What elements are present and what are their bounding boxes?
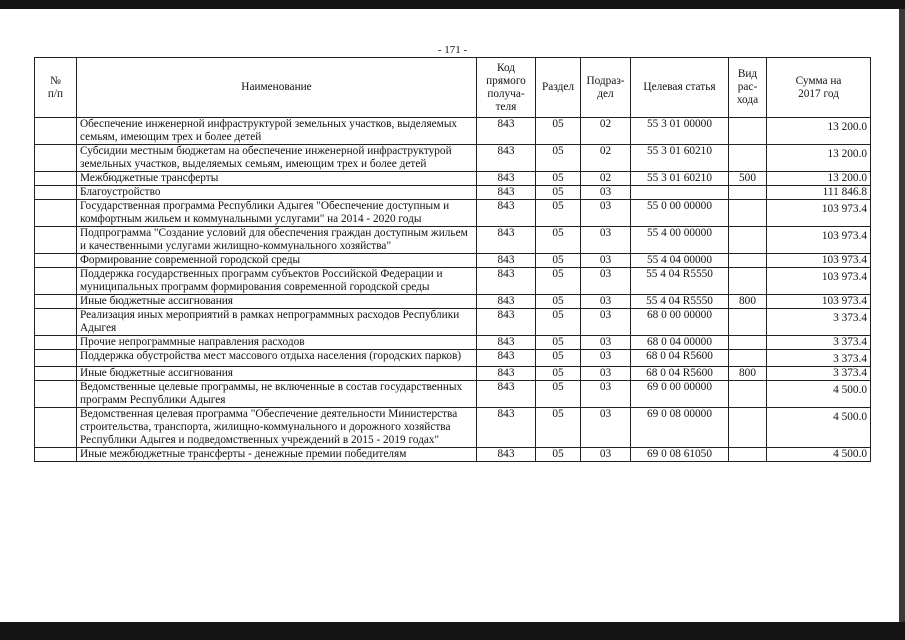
cell-article: 55 3 01 60210 [631,145,729,172]
cell-code: 843 [477,186,536,200]
cell-name: Формирование современной городской среды [77,254,477,268]
cell-razdel: 05 [536,408,581,448]
cell-vid [729,186,767,200]
cell-vid [729,145,767,172]
table-row [35,381,871,408]
cell-vid [729,118,767,145]
budget-table [34,57,871,462]
cell-num [35,408,77,448]
table-row [35,227,871,254]
table-header-row [35,58,871,118]
cell-sum: 4 500.0 [767,408,871,448]
cell-name: Поддержка обустройства мест массового отдыха населения (городских парков) [77,350,477,367]
cell-razdel: 05 [536,367,581,381]
cell-razdel: 05 [536,172,581,186]
header-sum: Сумма на 2017 год [767,58,871,118]
cell-vid [729,350,767,367]
cell-razdel: 05 [536,145,581,172]
cell-sum: 111 846.8 [767,186,871,200]
cell-razdel: 05 [536,295,581,309]
cell-article: 69 0 00 00000 [631,381,729,408]
cell-num [35,295,77,309]
table-row [35,336,871,350]
page-number: - 171 - [437,44,468,56]
cell-vid: 500 [729,172,767,186]
header-article: Целевая статья [631,58,729,118]
table-row [35,295,871,309]
cell-razdel: 05 [536,268,581,295]
cell-name: Прочие непрограммные направления расходов [77,336,477,350]
cell-podrazdel: 03 [581,254,631,268]
cell-num [35,172,77,186]
cell-code: 843 [477,254,536,268]
cell-article: 69 0 08 61050 [631,448,729,462]
cell-name: Обеспечение инженерной инфраструктурой земельных участков, выделяемых семьям, имеющим трех и более детей [77,118,477,145]
scan-right-edge [899,9,905,622]
cell-code: 843 [477,367,536,381]
cell-name: Подпрограмма "Создание условий для обеспечения граждан доступным жильем и качественными услугами жилищно-коммунального хозяйства" [77,227,477,254]
header-num: № п/п [35,58,77,118]
cell-podrazdel: 03 [581,448,631,462]
table-row [35,254,871,268]
cell-num [35,227,77,254]
cell-num [35,381,77,408]
cell-article: 55 4 04 R5550 [631,295,729,309]
header-podrazdel: Подраз- дел [581,58,631,118]
table-row [35,408,871,448]
cell-podrazdel: 03 [581,367,631,381]
cell-article: 69 0 08 00000 [631,408,729,448]
cell-name: Поддержка государственных программ субъектов Российской Федерации и муниципальных программ формирования современной городской среды [77,268,477,295]
cell-sum: 3 373.4 [767,367,871,381]
cell-podrazdel: 03 [581,227,631,254]
cell-sum: 4 500.0 [767,448,871,462]
cell-num [35,254,77,268]
cell-vid [729,309,767,336]
cell-podrazdel: 03 [581,408,631,448]
cell-podrazdel: 03 [581,200,631,227]
cell-article: 68 0 00 00000 [631,309,729,336]
cell-article: 68 0 04 00000 [631,336,729,350]
table-row [35,448,871,462]
cell-vid [729,381,767,408]
cell-podrazdel: 03 [581,309,631,336]
cell-code: 843 [477,118,536,145]
table-row [35,367,871,381]
cell-article [631,186,729,200]
cell-sum: 103 973.4 [767,295,871,309]
cell-num [35,367,77,381]
cell-code: 843 [477,309,536,336]
cell-article: 55 4 04 R5550 [631,268,729,295]
cell-code: 843 [477,295,536,309]
cell-article: 68 0 04 R5600 [631,367,729,381]
cell-name: Иные бюджетные ассигнования [77,295,477,309]
cell-razdel: 05 [536,448,581,462]
cell-article: 55 4 00 00000 [631,227,729,254]
cell-article: 55 3 01 00000 [631,118,729,145]
cell-num [35,336,77,350]
cell-razdel: 05 [536,186,581,200]
cell-sum: 13 200.0 [767,118,871,145]
cell-vid [729,227,767,254]
cell-podrazdel: 03 [581,350,631,367]
cell-razdel: 05 [536,118,581,145]
cell-sum: 103 973.4 [767,200,871,227]
cell-podrazdel: 03 [581,295,631,309]
cell-razdel: 05 [536,381,581,408]
cell-num [35,145,77,172]
cell-sum: 103 973.4 [767,254,871,268]
cell-razdel: 05 [536,254,581,268]
cell-name: Реализация иных мероприятий в рамках непрограммных расходов Республики Адыгея [77,309,477,336]
header-code: Код прямого получа- теля [477,58,536,118]
cell-code: 843 [477,145,536,172]
cell-code: 843 [477,200,536,227]
cell-num [35,200,77,227]
cell-num [35,448,77,462]
cell-name: Межбюджетные трансферты [77,172,477,186]
cell-num [35,350,77,367]
cell-num [35,186,77,200]
cell-article: 68 0 04 R5600 [631,350,729,367]
cell-code: 843 [477,408,536,448]
table-row [35,200,871,227]
cell-vid [729,408,767,448]
cell-podrazdel: 03 [581,381,631,408]
cell-sum: 103 973.4 [767,268,871,295]
scan-bottom-border [0,622,905,640]
cell-podrazdel: 02 [581,172,631,186]
scan-top-border [0,0,905,9]
cell-code: 843 [477,268,536,295]
cell-vid [729,268,767,295]
table-row [35,118,871,145]
cell-vid [729,336,767,350]
header-vid: Вид рас- хода [729,58,767,118]
cell-name: Благоустройство [77,186,477,200]
cell-sum: 3 373.4 [767,309,871,336]
cell-code: 843 [477,350,536,367]
header-razdel: Раздел [536,58,581,118]
cell-vid: 800 [729,367,767,381]
cell-podrazdel: 02 [581,145,631,172]
cell-vid [729,254,767,268]
cell-sum: 3 373.4 [767,336,871,350]
cell-razdel: 05 [536,200,581,227]
cell-num [35,268,77,295]
cell-code: 843 [477,336,536,350]
cell-vid [729,448,767,462]
cell-name: Иные бюджетные ассигнования [77,367,477,381]
cell-razdel: 05 [536,336,581,350]
cell-code: 843 [477,227,536,254]
table-row [35,145,871,172]
cell-razdel: 05 [536,350,581,367]
table-row [35,350,871,367]
cell-podrazdel: 03 [581,268,631,295]
header-name: Наименование [77,58,477,118]
cell-name: Ведомственные целевые программы, не включенные в состав государственных программ Республики Адыгея [77,381,477,408]
cell-sum: 3 373.4 [767,350,871,367]
table-row [35,172,871,186]
cell-vid [729,200,767,227]
table-row [35,268,871,295]
cell-article: 55 4 04 00000 [631,254,729,268]
cell-name: Субсидии местным бюджетам на обеспечение инженерной инфраструктурой земельных участков, выделяемых семьям, имеющим трех и более детей [77,145,477,172]
cell-sum: 13 200.0 [767,172,871,186]
cell-sum: 13 200.0 [767,145,871,172]
cell-podrazdel: 02 [581,118,631,145]
cell-code: 843 [477,448,536,462]
cell-name: Иные межбюджетные трансферты - денежные премии победителям [77,448,477,462]
cell-code: 843 [477,172,536,186]
cell-article: 55 3 01 60210 [631,172,729,186]
cell-vid: 800 [729,295,767,309]
table-row [35,186,871,200]
cell-article: 55 0 00 00000 [631,200,729,227]
cell-podrazdel: 03 [581,186,631,200]
table-row [35,309,871,336]
cell-razdel: 05 [536,309,581,336]
cell-sum: 103 973.4 [767,227,871,254]
cell-name: Государственная программа Республики Адыгея "Обеспечение доступным и комфортным жильем и коммунальными услугами" на 2014 - 2020 годы [77,200,477,227]
cell-sum: 4 500.0 [767,381,871,408]
cell-name: Ведомственная целевая программа "Обеспечение деятельности Министерства строительства, транспорта, жилищно-коммунального и дорожного хозяйства Республики Адыгея и подведомственных учреждений в 2015 - 2019 годах" [77,408,477,448]
cell-num [35,309,77,336]
cell-razdel: 05 [536,227,581,254]
cell-code: 843 [477,381,536,408]
cell-num [35,118,77,145]
cell-podrazdel: 03 [581,336,631,350]
